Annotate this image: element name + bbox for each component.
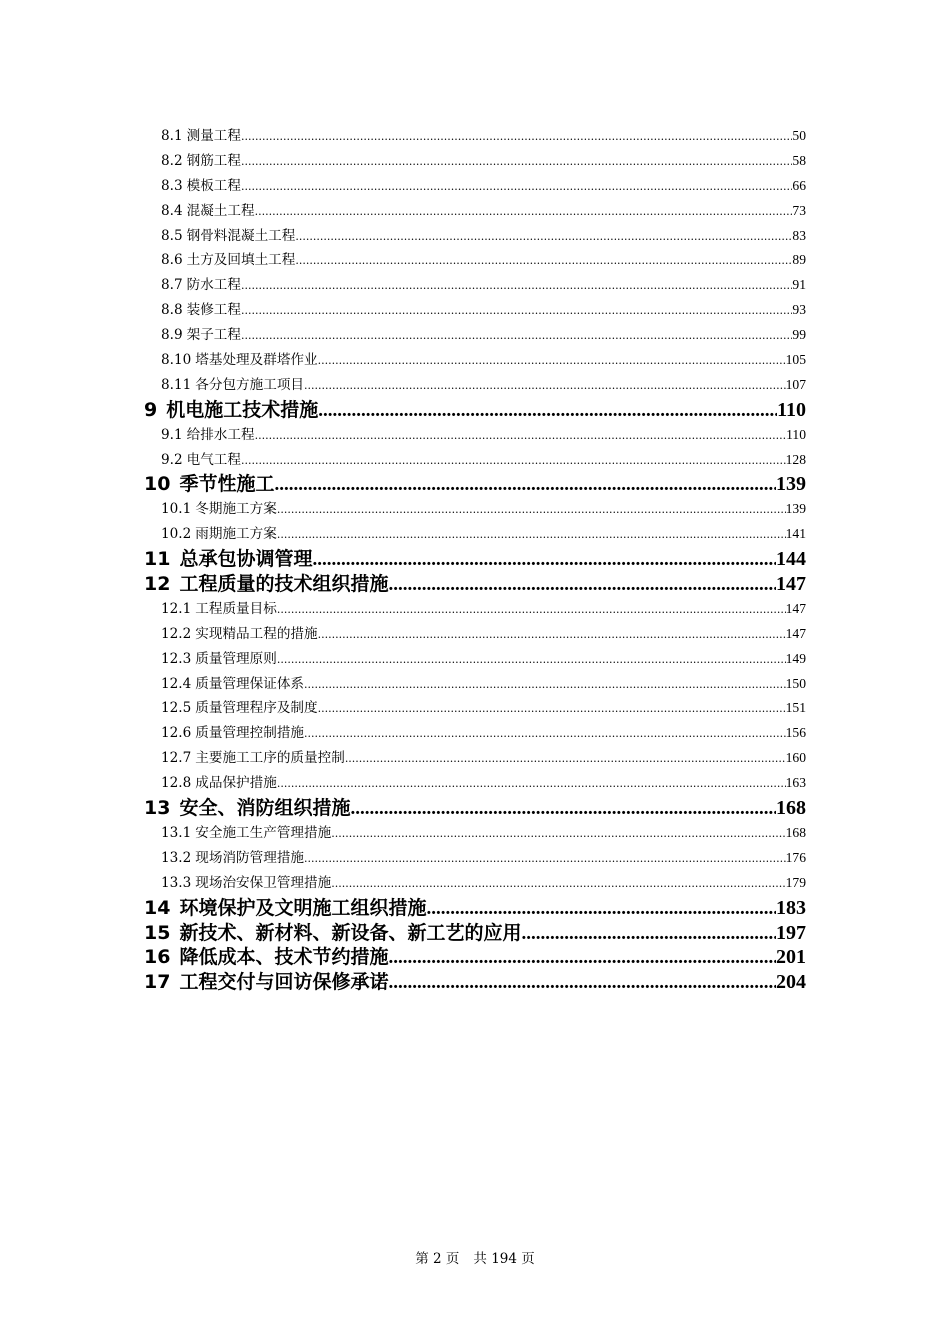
toc-entry-number: 8.8 xyxy=(161,302,183,319)
toc-section-entry[interactable] xyxy=(0,647,806,672)
toc-dot-leader xyxy=(241,175,792,200)
toc-dot-leader xyxy=(521,922,776,947)
toc-entry-page-number: 147 xyxy=(785,600,806,616)
toc-entry-number: 11 xyxy=(144,548,171,571)
toc-entry-number: 9 xyxy=(144,398,158,421)
toc-entry-title: 质量管理原则 xyxy=(195,650,277,667)
toc-section-entry[interactable] xyxy=(0,298,806,323)
toc-entry-number: 12.2 xyxy=(161,625,192,642)
toc-section-entry[interactable] xyxy=(0,323,806,348)
toc-entry-page-number: 139 xyxy=(776,473,806,496)
toc-entry-title: 质量管理程序及制度 xyxy=(195,700,318,717)
toc-entry-page-number: 83 xyxy=(792,227,806,243)
toc-entry-number: 9.2 xyxy=(161,451,183,468)
toc-entry-number: 12.5 xyxy=(161,700,192,717)
toc-entry-title: 主要施工工序的质量控制 xyxy=(195,750,345,767)
toc-entry-title: 各分包方施工项目 xyxy=(195,376,305,393)
toc-entry-title: 工程质量目标 xyxy=(195,600,277,617)
toc-chapter-entry[interactable] xyxy=(0,398,806,423)
toc-dot-leader xyxy=(241,299,792,324)
toc-section-entry[interactable] xyxy=(0,174,806,199)
toc-entry-title: 实现精品工程的措施 xyxy=(195,625,318,642)
toc-entry-page-number: 141 xyxy=(785,526,806,542)
toc-entry-number: 9.1 xyxy=(161,426,183,443)
toc-dot-leader xyxy=(277,523,786,548)
toc-entry-page-number: 201 xyxy=(776,946,806,969)
toc-entry-title: 防水工程 xyxy=(186,277,241,294)
toc-entry-title: 测量工程 xyxy=(186,128,241,144)
toc-entry-number: 8.3 xyxy=(161,177,183,194)
toc-chapter-entry[interactable] xyxy=(0,547,806,572)
toc-entry-number: 8.6 xyxy=(161,252,183,269)
toc-dot-leader xyxy=(295,225,792,250)
toc-chapter-entry[interactable] xyxy=(0,896,806,921)
toc-entry-page-number: 168 xyxy=(785,824,806,840)
toc-entry-number: 10 xyxy=(144,473,171,496)
toc-section-entry[interactable] xyxy=(0,522,806,547)
toc-entry-page-number: 91 xyxy=(792,277,806,293)
toc-entry-page-number: 149 xyxy=(785,650,806,666)
toc-entry-page-number: 66 xyxy=(792,177,806,193)
toc-dot-leader xyxy=(277,598,786,623)
table-of-contents xyxy=(0,124,950,995)
page-footer xyxy=(0,1247,950,1267)
toc-entry-title: 安全施工生产管理措施 xyxy=(195,824,332,841)
toc-entry-title: 钢骨料混凝土工程 xyxy=(186,227,296,244)
toc-entry-page-number: 179 xyxy=(785,874,806,890)
toc-dot-leader xyxy=(304,374,786,399)
toc-dot-leader xyxy=(295,249,792,274)
toc-chapter-entry[interactable] xyxy=(0,472,806,497)
toc-section-entry[interactable] xyxy=(0,597,806,622)
toc-entry-number: 16 xyxy=(144,946,171,969)
toc-section-entry[interactable] xyxy=(0,497,806,522)
toc-section-entry[interactable] xyxy=(0,622,806,647)
toc-chapter-entry[interactable] xyxy=(0,796,806,821)
toc-entry-number: 12.6 xyxy=(161,725,192,742)
toc-entry-page-number: 147 xyxy=(785,625,806,641)
toc-dot-leader xyxy=(318,623,786,648)
toc-dot-leader xyxy=(277,648,786,673)
toc-entry-number: 13.3 xyxy=(161,874,192,891)
toc-entry-page-number: 58 xyxy=(792,152,806,168)
toc-entry-title: 塔基处理及群塔作业 xyxy=(195,352,318,369)
toc-entry-number: 13.1 xyxy=(161,824,192,841)
toc-entry-title: 模板工程 xyxy=(186,177,241,194)
toc-entry-page-number: 50 xyxy=(792,128,806,143)
toc-entry-page-number: 151 xyxy=(785,700,806,716)
toc-entry-title: 钢筋工程 xyxy=(186,152,241,169)
toc-entry-title: 土方及回填土工程 xyxy=(186,252,296,269)
toc-dot-leader xyxy=(241,125,792,150)
toc-entry-page-number: 110 xyxy=(777,398,806,421)
toc-entry-title: 冬期施工方案 xyxy=(195,501,277,518)
toc-dot-leader xyxy=(241,324,792,349)
toc-entry-page-number: 163 xyxy=(785,775,806,791)
toc-entry-number: 8.1 xyxy=(161,128,183,144)
toc-entry-title: 混凝土工程 xyxy=(186,202,255,219)
toc-entry-page-number: 183 xyxy=(776,896,806,919)
toc-entry-page-number: 197 xyxy=(776,921,806,944)
toc-dot-leader xyxy=(312,548,776,573)
toc-dot-leader xyxy=(388,971,776,996)
toc-section-entry[interactable] xyxy=(0,373,806,398)
toc-entry-number: 12 xyxy=(144,573,171,596)
toc-entry-title: 工程交付与回访保修承诺 xyxy=(179,971,389,994)
toc-entry-title: 总承包协调管理 xyxy=(179,548,313,571)
toc-entry-title: 安全、消防组织措施 xyxy=(179,797,351,820)
toc-entry-page-number: 160 xyxy=(785,750,806,766)
toc-section-entry[interactable] xyxy=(0,199,806,224)
toc-entry-title: 环境保护及文明施工组织措施 xyxy=(179,896,427,919)
toc-section-entry[interactable] xyxy=(0,672,806,697)
toc-dot-leader xyxy=(318,349,786,374)
toc-entry-page-number: 89 xyxy=(792,252,806,268)
toc-entry-page-number: 128 xyxy=(785,451,806,467)
toc-section-entry[interactable] xyxy=(0,448,806,473)
toc-entry-title: 机电施工技术措施 xyxy=(166,398,319,421)
toc-entry-number: 10.2 xyxy=(161,526,192,543)
toc-chapter-entry[interactable] xyxy=(0,572,806,597)
toc-section-entry[interactable] xyxy=(0,423,806,448)
toc-entry-number: 8.2 xyxy=(161,152,183,169)
toc-entry-title: 新技术、新材料、新设备、新工艺的应用 xyxy=(179,921,522,944)
toc-entry-title: 现场治安保卫管理措施 xyxy=(195,874,332,891)
toc-entry-page-number: 110 xyxy=(786,426,806,442)
toc-entry-page-number: 156 xyxy=(785,725,806,741)
toc-section-entry[interactable] xyxy=(0,273,806,298)
toc-entry-page-number: 93 xyxy=(792,302,806,318)
toc-entry-page-number: 107 xyxy=(785,376,806,392)
toc-entry-title: 架子工程 xyxy=(186,327,241,344)
toc-entry-number: 15 xyxy=(144,921,171,944)
toc-section-entry[interactable] xyxy=(0,846,806,871)
toc-entry-title: 工程质量的技术组织措施 xyxy=(179,573,389,596)
toc-entry-number: 12.8 xyxy=(161,775,192,792)
toc-entry-number: 8.9 xyxy=(161,327,183,344)
toc-dot-leader xyxy=(255,424,787,449)
toc-entry-page-number: 204 xyxy=(776,971,806,994)
toc-entry-title: 电气工程 xyxy=(186,451,241,468)
toc-dot-leader xyxy=(274,473,776,498)
toc-entry-page-number: 176 xyxy=(785,849,806,865)
toc-section-entry[interactable] xyxy=(0,821,806,846)
toc-entry-page-number: 99 xyxy=(792,327,806,343)
toc-entry-title: 现场消防管理措施 xyxy=(195,849,305,866)
toc-dot-leader xyxy=(241,274,792,299)
toc-entry-page-number: 105 xyxy=(785,352,806,368)
toc-dot-leader xyxy=(277,772,786,797)
toc-entry-number: 8.10 xyxy=(161,352,192,369)
toc-entry-number: 8.7 xyxy=(161,277,183,294)
toc-entry-title: 成品保护措施 xyxy=(195,775,277,792)
toc-entry-number: 8.11 xyxy=(161,376,192,393)
toc-entry-page-number: 147 xyxy=(776,573,806,596)
footer-page-number: 第 2 页 xyxy=(415,1251,460,1267)
toc-entry-number: 10.1 xyxy=(161,501,192,518)
toc-entry-number: 12.3 xyxy=(161,650,192,667)
toc-dot-leader xyxy=(388,573,776,598)
toc-entry-page-number: 73 xyxy=(792,202,806,218)
toc-entry-number: 13.2 xyxy=(161,849,192,866)
toc-entry-number: 14 xyxy=(144,896,171,919)
toc-entry-number: 17 xyxy=(144,971,171,994)
toc-section-entry[interactable] xyxy=(0,348,806,373)
toc-section-entry[interactable] xyxy=(0,746,806,771)
toc-section-entry[interactable] xyxy=(0,149,806,174)
toc-entry-page-number: 144 xyxy=(776,548,806,571)
toc-entry-title: 质量管理保证体系 xyxy=(195,675,305,692)
toc-entry-page-number: 168 xyxy=(776,797,806,820)
toc-entry-title: 季节性施工 xyxy=(179,473,275,496)
toc-section-entry[interactable] xyxy=(0,224,806,249)
toc-section-entry[interactable] xyxy=(0,871,806,896)
toc-entry-page-number: 139 xyxy=(785,501,806,517)
toc-dot-leader xyxy=(318,399,777,424)
toc-dot-leader xyxy=(277,498,786,523)
toc-dot-leader xyxy=(388,946,776,971)
toc-entry-number: 12.7 xyxy=(161,750,192,767)
toc-section-entry[interactable] xyxy=(0,771,806,796)
toc-section-entry[interactable] xyxy=(0,696,806,721)
toc-dot-leader xyxy=(345,747,786,772)
toc-chapter-entry[interactable] xyxy=(0,921,806,946)
toc-dot-leader xyxy=(350,797,776,822)
toc-dot-leader xyxy=(331,822,785,847)
toc-entry-number: 8.4 xyxy=(161,202,183,219)
toc-entry-title: 给排水工程 xyxy=(186,426,255,443)
toc-chapter-entry[interactable] xyxy=(0,970,806,995)
toc-entry-page-number: 150 xyxy=(785,675,806,691)
toc-entry-title: 雨期施工方案 xyxy=(195,526,277,543)
toc-section-entry[interactable] xyxy=(0,124,806,149)
toc-entry-number: 13 xyxy=(144,797,171,820)
toc-chapter-entry[interactable] xyxy=(0,945,806,970)
toc-section-entry[interactable] xyxy=(0,248,806,273)
toc-dot-leader xyxy=(426,897,776,922)
toc-entry-title: 降低成本、技术节约措施 xyxy=(179,946,389,969)
toc-dot-leader xyxy=(304,722,786,747)
toc-dot-leader xyxy=(255,200,793,225)
toc-dot-leader xyxy=(331,872,785,897)
toc-entry-number: 8.5 xyxy=(161,227,183,244)
toc-entry-number: 12.4 xyxy=(161,675,192,692)
toc-dot-leader xyxy=(241,449,786,474)
toc-entry-number: 12.1 xyxy=(161,600,192,617)
footer-total-pages: 共 194 页 xyxy=(473,1251,535,1267)
toc-entry-title: 质量管理控制措施 xyxy=(195,725,305,742)
toc-dot-leader xyxy=(241,150,792,175)
toc-dot-leader xyxy=(304,847,786,872)
toc-dot-leader xyxy=(318,697,786,722)
toc-entry-title: 装修工程 xyxy=(186,302,241,319)
toc-section-entry[interactable] xyxy=(0,721,806,746)
toc-dot-leader xyxy=(304,673,786,698)
